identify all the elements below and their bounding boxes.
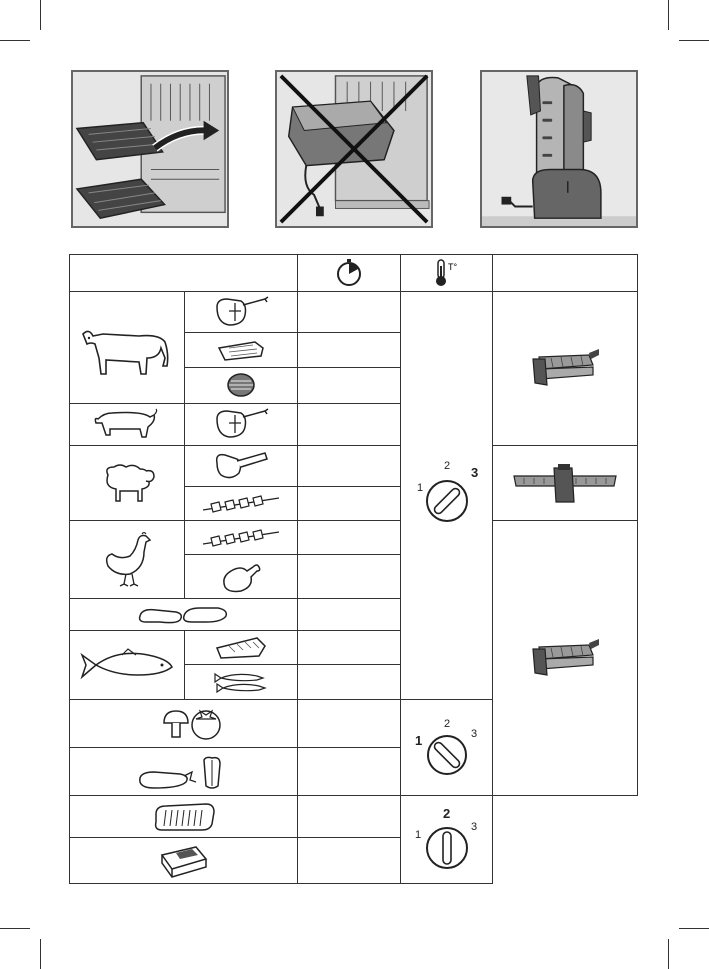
burger-cell — [185, 367, 298, 404]
grilled-bread-icon — [148, 800, 220, 834]
closed-grill-icon — [529, 345, 601, 391]
dial-label-2: 2 — [443, 717, 450, 730]
temp-label: T° — [447, 262, 457, 272]
time-cell — [298, 521, 401, 555]
no-dishwasher-appliance-icon — [277, 72, 431, 226]
sandwich-cell — [70, 837, 298, 883]
pig-cell — [70, 404, 185, 445]
eggplant-pepper-cell — [70, 748, 298, 796]
fish-fillet-cell — [185, 631, 298, 665]
crop-mark — [668, 0, 669, 30]
temperature-dial-icon — [409, 457, 485, 533]
dial-label-2: 2 — [443, 460, 450, 473]
time-cell — [298, 699, 401, 747]
pork-chop-cell — [185, 404, 298, 445]
table-row-beef-tbone — [70, 292, 638, 333]
t-bone-steak-icon — [211, 295, 271, 329]
time-cell — [298, 599, 401, 631]
chicken-drumstick-icon — [219, 559, 263, 595]
cooking-guide-table — [69, 254, 638, 884]
table-header-row — [70, 255, 638, 292]
sardines-icon — [213, 668, 269, 696]
position-header — [493, 255, 638, 292]
lamb-chop-cell — [185, 445, 298, 486]
pork-chop-icon — [211, 407, 271, 441]
sandwich-icon — [156, 841, 212, 879]
sardines-cell — [185, 665, 298, 699]
fillet-cell — [185, 333, 298, 367]
crop-mark — [679, 40, 709, 41]
fish-cell — [70, 631, 185, 700]
time-cell — [298, 292, 401, 333]
temperature-dial-icon — [409, 804, 485, 876]
temperature-header — [401, 255, 493, 292]
time-cell — [298, 748, 401, 796]
chicken-kebab-cell — [185, 521, 298, 555]
crop-mark — [40, 939, 41, 969]
table-row-lamb-chop — [70, 445, 638, 486]
upright-storage-icon — [482, 72, 636, 226]
time-cell — [298, 445, 401, 486]
no-dishwasher-illustration — [275, 70, 433, 228]
drumstick-cell — [185, 555, 298, 599]
bread-cell — [70, 796, 298, 837]
burger-patty-icon — [221, 370, 261, 400]
closed-grill-icon — [529, 635, 601, 681]
dial-label-3: 3 — [470, 465, 478, 481]
cow-icon — [79, 318, 175, 378]
time-cell — [298, 665, 401, 699]
time-cell — [298, 486, 401, 520]
crop-mark — [668, 939, 669, 969]
pig-icon — [92, 407, 162, 441]
temp-dial-cell — [401, 292, 493, 700]
crop-mark — [40, 0, 41, 30]
table-row-bread — [70, 796, 638, 837]
lamb-kebab-icon — [199, 490, 283, 518]
crop-mark — [0, 928, 30, 929]
lamb-chop-icon — [211, 449, 271, 483]
time-cell — [298, 333, 401, 367]
dial-label-3: 3 — [470, 820, 477, 833]
sheep-cell — [70, 445, 185, 521]
time-cell — [298, 555, 401, 599]
beef-cell — [70, 292, 185, 404]
temperature-dial-icon — [409, 715, 485, 781]
tbone-cell — [185, 292, 298, 333]
dial-label-1: 1 — [416, 482, 423, 495]
sheep-icon — [96, 461, 158, 505]
time-cell — [298, 404, 401, 445]
chicken-kebab-icon — [199, 524, 283, 552]
mushroom-tomato-icon — [136, 703, 232, 743]
position-closed-cell — [493, 292, 638, 446]
dial-label-2: 2 — [442, 805, 450, 821]
sausages-icon — [136, 602, 232, 628]
table-row-sandwich — [70, 837, 638, 883]
dial-label-3: 3 — [470, 727, 477, 740]
time-header — [298, 255, 401, 292]
dial-label-1: 1 — [414, 828, 421, 841]
chicken-icon — [100, 530, 154, 590]
stopwatch-icon — [334, 259, 364, 287]
fish-fillet-icon — [213, 634, 269, 662]
crop-mark — [0, 40, 30, 41]
upright-storage-illustration — [480, 70, 638, 228]
chicken-cell — [70, 521, 185, 599]
thermometer-icon — [430, 258, 464, 288]
dial-label-1: 1 — [414, 732, 422, 748]
time-cell — [298, 367, 401, 404]
temp-dial-cell-3 — [401, 796, 493, 884]
position-open-cell — [493, 445, 638, 521]
mushroom-tomato-cell — [70, 699, 298, 747]
dishwasher-plates-illustration — [71, 70, 229, 228]
food-header — [70, 255, 298, 292]
open-grill-icon — [510, 458, 620, 508]
eggplant-pepper-icon — [134, 752, 234, 792]
position-closed-cell-2 — [493, 521, 638, 796]
time-cell — [298, 796, 401, 837]
table-row-chicken-kebab — [70, 521, 638, 555]
lamb-kebab-cell — [185, 486, 298, 520]
fish-icon — [78, 645, 176, 685]
sausages-cell — [70, 599, 298, 631]
time-cell — [298, 631, 401, 665]
fillet-steak-icon — [213, 336, 269, 364]
dishwasher-plates-icon — [73, 72, 227, 226]
crop-mark — [679, 928, 709, 929]
temp-dial-cell-2 — [401, 699, 493, 796]
time-cell — [298, 837, 401, 883]
